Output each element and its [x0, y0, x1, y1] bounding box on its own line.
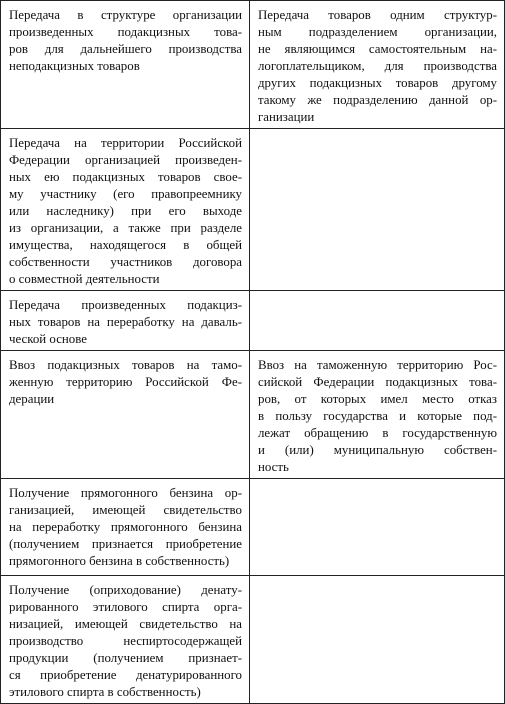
- cell-line: Федерации организацией произведен-: [9, 153, 242, 167]
- table-row: [1, 291, 505, 351]
- cell-line: ных товаров на переработку на даваль-: [9, 315, 242, 329]
- cell-line: Ввоз на таможенную территорию Рос-: [258, 358, 497, 372]
- cell-line: неподакцизных товаров: [9, 59, 140, 73]
- cell-line: или наследнику) при его выходе: [9, 204, 242, 218]
- table-cell-left: [1, 1, 250, 129]
- cell-line: сийской Федерации подакцизных това-: [258, 375, 497, 389]
- cell-line: прямогонного бензина в собственность): [9, 554, 230, 568]
- cell-line: Получение прямогонного бензина ор-: [9, 486, 242, 500]
- cell-line: ганизации: [258, 110, 315, 124]
- cell-line: из организации, а также при разделе: [9, 221, 242, 235]
- cell-line: ных ею подакцизных товаров свое-: [9, 170, 242, 184]
- table-cell-right: [250, 129, 505, 291]
- cell-line: продукции (получением признает-: [9, 651, 242, 665]
- cell-line: ров для дальнейшего производства: [9, 42, 242, 56]
- table-row: [1, 1, 505, 129]
- table-cell-right: [250, 351, 505, 479]
- cell-line: (получением признается приобретение: [9, 537, 242, 551]
- cell-line: на переработку прямогонного бензина: [9, 520, 242, 534]
- cell-line: логоплательщиком, для производства: [258, 59, 497, 73]
- cell-line: Ввоз подакцизных товаров на тамо-: [9, 358, 242, 372]
- cell-line: произведенных подакцизных това-: [9, 25, 243, 39]
- cell-line: ганизацией, имеющей свидетельство: [9, 503, 242, 517]
- table-cell-right: [250, 576, 505, 704]
- cell-line: ность: [258, 460, 289, 474]
- cell-line: такому же подразделению данной ор-: [258, 93, 497, 107]
- cell-line: Передача товаров одним структур-: [258, 8, 497, 22]
- cell-line: и (или) муниципальную собствен-: [258, 443, 497, 457]
- table-cell-left: [1, 291, 250, 351]
- table-row: [1, 351, 505, 479]
- cell-line: этилового спирта в собственность): [9, 685, 201, 699]
- table-cell-left: [1, 129, 250, 291]
- cell-line: Получение (оприходование) денату-: [9, 583, 242, 597]
- cell-line: ров, от которых имел место отказ: [258, 392, 497, 406]
- table-row: [1, 129, 505, 291]
- cell-line: Передача произведенных подакциз-: [9, 298, 242, 312]
- cell-line: низацией, имеющей свидетельство на: [9, 617, 242, 631]
- cell-line: му участнику (его правопреемнику: [9, 187, 242, 201]
- cell-line: женную территорию Российской Фе-: [9, 375, 242, 389]
- cell-line: не являющимся самостоятельным на-: [258, 42, 497, 56]
- cell-line: ческой основе: [9, 332, 87, 346]
- table-row: [1, 576, 505, 704]
- cell-line: производство неспиртосодержащей: [9, 634, 242, 648]
- table-row: [1, 479, 505, 576]
- table-cell-right: [250, 479, 505, 576]
- cell-line: дерации: [9, 392, 55, 406]
- cell-line: рированного этилового спирта орга-: [9, 600, 242, 614]
- table-cell-right: [250, 291, 505, 351]
- cell-line: о совместной деятельности: [9, 272, 160, 286]
- cell-line: других подакцизных товаров другому: [258, 76, 497, 90]
- table-cell-left: [1, 576, 250, 704]
- cell-line: Передача в структуре организации: [9, 8, 242, 22]
- cell-line: Передача на территории Российской: [9, 136, 242, 150]
- table-cell-right: [250, 1, 505, 129]
- cell-line: ным подразделением организации,: [258, 25, 497, 39]
- cell-line: собственности участников договора: [9, 255, 242, 269]
- table-cell-left: [1, 479, 250, 576]
- cell-line: лежат обращению в государственную: [258, 426, 497, 440]
- table-cell-left: [1, 351, 250, 479]
- cell-line: имущества, находящегося в общей: [9, 238, 242, 252]
- cell-line: в пользу государства и которые под-: [258, 409, 497, 423]
- cell-line: ся приобретение денатурированного: [9, 668, 242, 682]
